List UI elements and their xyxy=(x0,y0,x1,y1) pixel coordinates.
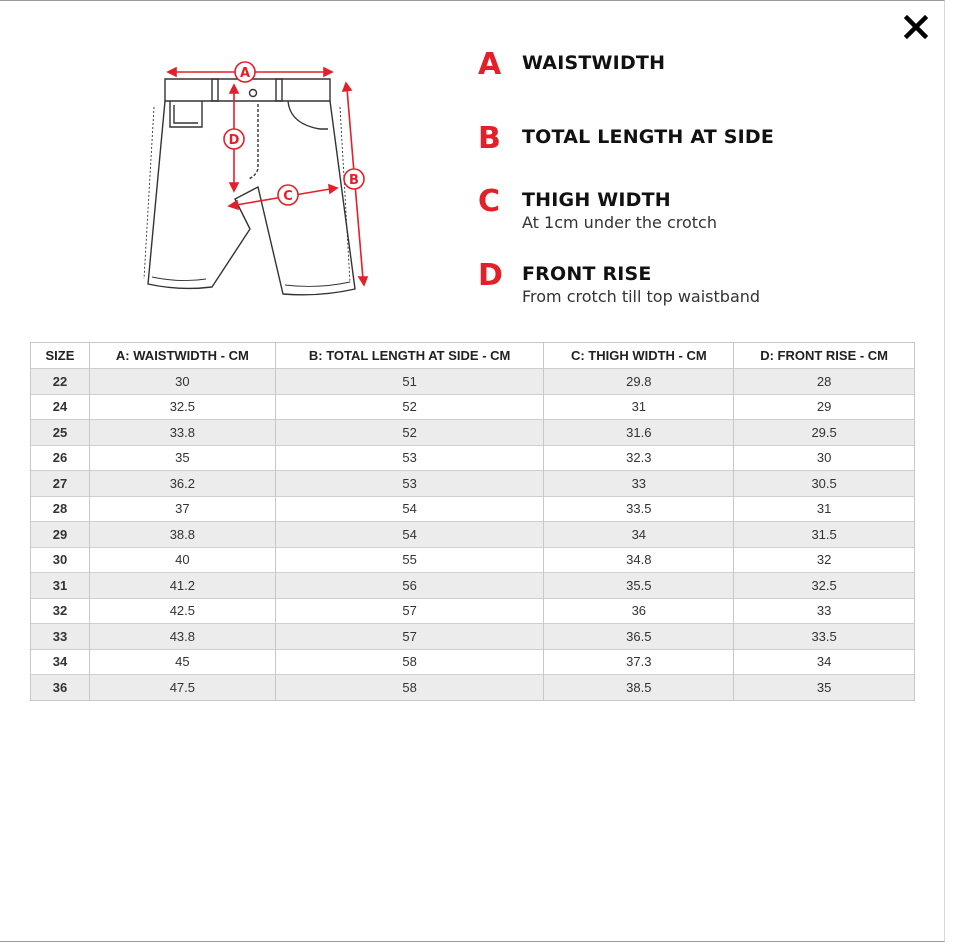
cell-front-rise: 29.5 xyxy=(734,420,915,446)
legend-letter: C xyxy=(478,184,501,219)
cell-waistwidth: 40 xyxy=(89,547,275,573)
cell-size: 24 xyxy=(31,394,90,420)
shorts-diagram xyxy=(140,59,380,304)
cell-waistwidth: 32.5 xyxy=(89,394,275,420)
cell-thigh-width: 34.8 xyxy=(544,547,734,573)
legend-title: TOTAL LENGTH AT SIDE xyxy=(522,126,775,148)
cell-waistwidth: 41.2 xyxy=(89,573,275,599)
cell-thigh-width: 36 xyxy=(544,598,734,624)
marker-b-label: B xyxy=(349,173,359,188)
cell-thigh-width: 33.5 xyxy=(544,496,734,522)
cell-front-rise: 33.5 xyxy=(734,624,915,650)
cell-size: 36 xyxy=(31,675,90,701)
cell-size: 30 xyxy=(31,547,90,573)
cell-waistwidth: 36.2 xyxy=(89,471,275,497)
legend-title: THIGH WIDTH xyxy=(522,189,671,211)
cell-thigh-width: 32.3 xyxy=(544,445,734,471)
cell-size: 32 xyxy=(31,598,90,624)
cell-thigh-width: 29.8 xyxy=(544,369,734,395)
cell-size: 27 xyxy=(31,471,90,497)
cell-total-length: 54 xyxy=(275,522,544,548)
cell-front-rise: 30 xyxy=(734,445,915,471)
table-row xyxy=(31,420,915,446)
cell-waistwidth: 47.5 xyxy=(89,675,275,701)
cell-total-length: 52 xyxy=(275,394,544,420)
table-row xyxy=(31,394,915,420)
cell-front-rise: 35 xyxy=(734,675,915,701)
marker-d-label: D xyxy=(228,133,240,148)
cell-total-length: 55 xyxy=(275,547,544,573)
header-size: SIZE xyxy=(31,343,90,369)
marker-a-label: A xyxy=(239,66,251,81)
cell-size: 33 xyxy=(31,624,90,650)
header-front-rise: D: FRONT RISE - CM xyxy=(734,343,915,369)
cell-front-rise: 32.5 xyxy=(734,573,915,599)
legend-subtitle: From crotch till top waistband xyxy=(522,287,761,306)
cell-front-rise: 30.5 xyxy=(734,471,915,497)
cell-front-rise: 28 xyxy=(734,369,915,395)
cell-waistwidth: 42.5 xyxy=(89,598,275,624)
cell-size: 25 xyxy=(31,420,90,446)
header-thigh-width: C: THIGH WIDTH - CM xyxy=(544,343,734,369)
cell-waistwidth: 38.8 xyxy=(89,522,275,548)
cell-total-length: 53 xyxy=(275,471,544,497)
table-row xyxy=(31,471,915,497)
cell-front-rise: 31.5 xyxy=(734,522,915,548)
table-row xyxy=(31,496,915,522)
cell-waistwidth: 45 xyxy=(89,649,275,675)
cell-total-length: 56 xyxy=(275,573,544,599)
table-row xyxy=(31,573,915,599)
cell-size: 26 xyxy=(31,445,90,471)
cell-waistwidth: 33.8 xyxy=(89,420,275,446)
legend-title: FRONT RISE xyxy=(522,263,652,285)
table-body xyxy=(31,369,915,701)
size-table xyxy=(30,342,915,701)
cell-waistwidth: 30 xyxy=(89,369,275,395)
cell-size: 29 xyxy=(31,522,90,548)
cell-waistwidth: 37 xyxy=(89,496,275,522)
cell-total-length: 57 xyxy=(275,598,544,624)
cell-total-length: 58 xyxy=(275,675,544,701)
cell-size: 28 xyxy=(31,496,90,522)
legend-title: WAISTWIDTH xyxy=(522,52,666,74)
cell-waistwidth: 35 xyxy=(89,445,275,471)
table-row xyxy=(31,369,915,395)
header-total-length: B: TOTAL LENGTH AT SIDE - CM xyxy=(275,343,544,369)
header-waistwidth: A: WAISTWIDTH - CM xyxy=(89,343,275,369)
cell-total-length: 58 xyxy=(275,649,544,675)
cell-thigh-width: 31.6 xyxy=(544,420,734,446)
legend-letter: A xyxy=(478,47,502,82)
cell-waistwidth: 43.8 xyxy=(89,624,275,650)
cell-thigh-width: 38.5 xyxy=(544,675,734,701)
close-button[interactable] xyxy=(900,11,932,43)
legend-letter: B xyxy=(478,121,501,156)
table-row xyxy=(31,649,915,675)
table-row xyxy=(31,624,915,650)
cell-size: 34 xyxy=(31,649,90,675)
cell-front-rise: 32 xyxy=(734,547,915,573)
cell-total-length: 54 xyxy=(275,496,544,522)
cell-size: 31 xyxy=(31,573,90,599)
cell-thigh-width: 34 xyxy=(544,522,734,548)
cell-total-length: 53 xyxy=(275,445,544,471)
table-row xyxy=(31,675,915,701)
table-row xyxy=(31,547,915,573)
cell-thigh-width: 36.5 xyxy=(544,624,734,650)
close-icon xyxy=(903,14,929,40)
cell-front-rise: 29 xyxy=(734,394,915,420)
table-row xyxy=(31,445,915,471)
cell-total-length: 52 xyxy=(275,420,544,446)
cell-total-length: 51 xyxy=(275,369,544,395)
cell-front-rise: 33 xyxy=(734,598,915,624)
cell-thigh-width: 37.3 xyxy=(544,649,734,675)
marker-c-label: C xyxy=(283,189,293,204)
table-header-row xyxy=(31,343,915,369)
cell-thigh-width: 33 xyxy=(544,471,734,497)
button-icon xyxy=(250,90,257,97)
legend-subtitle: At 1cm under the crotch xyxy=(522,213,717,232)
cell-front-rise: 34 xyxy=(734,649,915,675)
table-row xyxy=(31,598,915,624)
cell-thigh-width: 35.5 xyxy=(544,573,734,599)
cell-front-rise: 31 xyxy=(734,496,915,522)
cell-size: 22 xyxy=(31,369,90,395)
legend-letter: D xyxy=(478,258,503,293)
cell-thigh-width: 31 xyxy=(544,394,734,420)
cell-total-length: 57 xyxy=(275,624,544,650)
table-row xyxy=(31,522,915,548)
